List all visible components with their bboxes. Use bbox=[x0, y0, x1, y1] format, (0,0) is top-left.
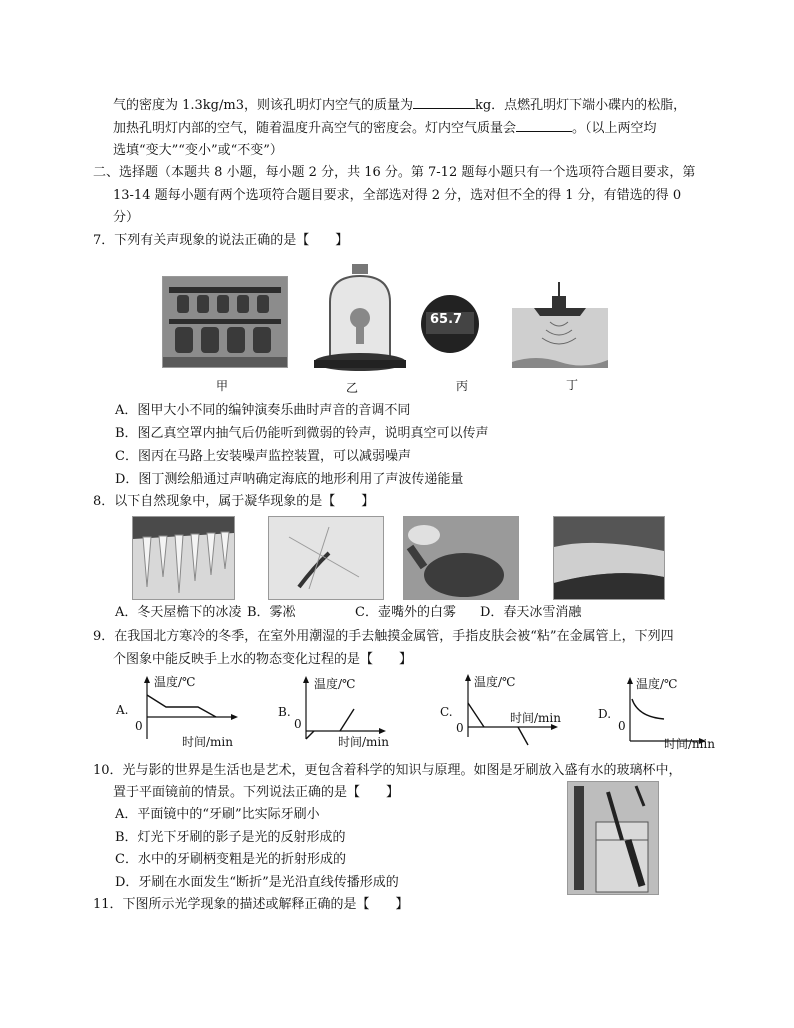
q7-image-bell-jar bbox=[310, 262, 410, 378]
q10-option-a[interactable]: A．平面镜中的“牙刷”比实际牙刷小 bbox=[115, 807, 320, 822]
q9-graph-d-origin: 0 bbox=[618, 719, 626, 733]
q7-caption-bing: 丙 bbox=[455, 379, 468, 393]
q9-graph-b-xlabel: 时间/min bbox=[338, 735, 389, 749]
q9-graph-b-origin: 0 bbox=[294, 717, 302, 731]
q7-option-c[interactable]: C．图丙在马路上安装噪声监控装置，可以减弱噪声 bbox=[115, 449, 411, 464]
q9-graph-a-letter: A. bbox=[116, 703, 129, 717]
q9-graph-d[interactable] bbox=[598, 673, 728, 753]
q9-graph-a-ylabel: 温度/℃ bbox=[154, 675, 196, 689]
q9-graph-b-letter: B. bbox=[278, 705, 291, 719]
q8-image-rime bbox=[268, 516, 384, 600]
q9-graph-b-ylabel: 温度/℃ bbox=[314, 677, 356, 691]
q9-graph-c-ylabel: 温度/℃ bbox=[474, 675, 516, 689]
q8-option-c[interactable]: C．壶嘴外的白雾 bbox=[355, 605, 456, 620]
bells-figure bbox=[163, 277, 287, 367]
q7-image-noise-monitor bbox=[420, 292, 480, 366]
noise-monitor-figure bbox=[420, 292, 480, 362]
section-heading-line-2: 13-14 题每小题有两个选项符合题目要求，全部选对得 2 分，选对但不全的得 1 分，有错选的得 0 bbox=[113, 188, 682, 203]
rime-figure bbox=[269, 517, 383, 599]
section-heading: 二、选择题（本题共 8 小题，每小题 2 分，共 16 分。第 7-12 题每小题只有一个选项符合题目要求，第 bbox=[93, 165, 696, 180]
q9-graph-c-origin: 0 bbox=[456, 721, 464, 735]
q7-option-b[interactable]: B．图乙真空罩内抽气后仍能听到微弱的铃声，说明真空可以传声 bbox=[115, 426, 489, 441]
toothbrush-figure bbox=[568, 782, 658, 894]
q8-option-a[interactable]: A．冬天屋檐下的冰凌 bbox=[115, 605, 242, 620]
q8-option-d[interactable]: D．春天冰雪消融 bbox=[480, 605, 582, 620]
q7-caption-yi: 乙 bbox=[345, 381, 358, 395]
paragraph-line-3: 选填“变大”“变小”或“不变”） bbox=[113, 143, 283, 158]
answer-blank-2[interactable] bbox=[516, 119, 572, 132]
section-heading-line-3: 分） bbox=[113, 210, 140, 225]
q9-stem-line-1: 9．在我国北方寒冷的冬季，在室外用潮湿的手去触摸金属管，手指皮肤会被“粘”在金属管上，下列四 bbox=[93, 629, 674, 644]
snow-melt-figure bbox=[554, 517, 664, 599]
answer-blank-1[interactable] bbox=[413, 96, 475, 109]
q10-image-toothbrush bbox=[567, 781, 659, 895]
noise-reading: 65.7 bbox=[430, 312, 463, 327]
q9-graph-a[interactable] bbox=[116, 673, 276, 753]
sonar-ship-figure bbox=[512, 278, 608, 368]
icicles-figure bbox=[133, 517, 234, 599]
q8-image-snow-melt bbox=[553, 516, 665, 600]
q11-stem: 11．下图所示光学现象的描述或解释正确的是【 】 bbox=[93, 897, 409, 912]
bell-jar-figure bbox=[310, 262, 410, 374]
q8-image-icicles bbox=[132, 516, 235, 600]
q7-stem: 7．下列有关声现象的说法正确的是【 】 bbox=[93, 233, 349, 248]
q10-option-c[interactable]: C．水中的牙刷柄变粗是光的折射形成的 bbox=[115, 852, 346, 867]
q8-stem: 8．以下自然现象中，属于凝华现象的是【 】 bbox=[93, 494, 375, 509]
q7-image-sonar-ship bbox=[512, 278, 608, 372]
q10-option-d[interactable]: D．牙刷在水面发生“断折”是光沿直线传播形成的 bbox=[115, 875, 399, 890]
q9-graph-b[interactable] bbox=[278, 673, 408, 753]
q9-graph-c[interactable] bbox=[440, 673, 580, 753]
q7-image-bianzhong bbox=[162, 276, 288, 368]
kettle-figure bbox=[404, 517, 518, 599]
q8-option-b[interactable]: B．雾凇 bbox=[247, 605, 296, 620]
q7-caption-jia: 甲 bbox=[215, 379, 228, 393]
q7-option-d[interactable]: D．图丁测绘船通过声呐确定海底的地形利用了声波传递能量 bbox=[115, 472, 464, 487]
q9-graph-a-origin: 0 bbox=[135, 719, 143, 733]
q9-graph-c-xlabel: 时间/min bbox=[510, 711, 561, 725]
q9-graph-d-ylabel: 温度/℃ bbox=[636, 677, 678, 691]
q10-option-b[interactable]: B．灯光下牙刷的影子是光的反射形成的 bbox=[115, 830, 346, 845]
q8-image-kettle-mist bbox=[403, 516, 519, 600]
paragraph-line-2: 加热孔明灯内部的空气，随着温度升高空气的密度会。灯内空气质量会 。（以上两空均 bbox=[113, 121, 657, 136]
q10-stem-line-1: 10．光与影的世界是生活也是艺术，更包含着科学的知识与原理。如图是牙刷放入盛有水的玻璃杯中， bbox=[93, 763, 682, 778]
q9-graph-d-letter: D. bbox=[598, 707, 612, 721]
q9-stem-line-2: 个图象中能反映手上水的物态变化过程的是【 】 bbox=[113, 652, 413, 667]
q9-graph-a-xlabel: 时间/min bbox=[182, 735, 233, 749]
q9-graph-c-letter: C. bbox=[440, 705, 453, 719]
q7-caption-ding: 丁 bbox=[565, 378, 578, 392]
q9-graph-d-xlabel: 时间/min bbox=[664, 737, 715, 751]
q7-option-a[interactable]: A．图甲大小不同的编钟演奏乐曲时声音的音调不同 bbox=[115, 403, 411, 418]
q10-stem-line-2: 置于平面镜前的情景。下列说法正确的是【 】 bbox=[113, 785, 400, 800]
paragraph-line-1: 气的密度为 1.3kg/m3，则该孔明灯内空气的质量为 kg．点燃孔明灯下端小碟内的松脂， bbox=[113, 98, 687, 113]
